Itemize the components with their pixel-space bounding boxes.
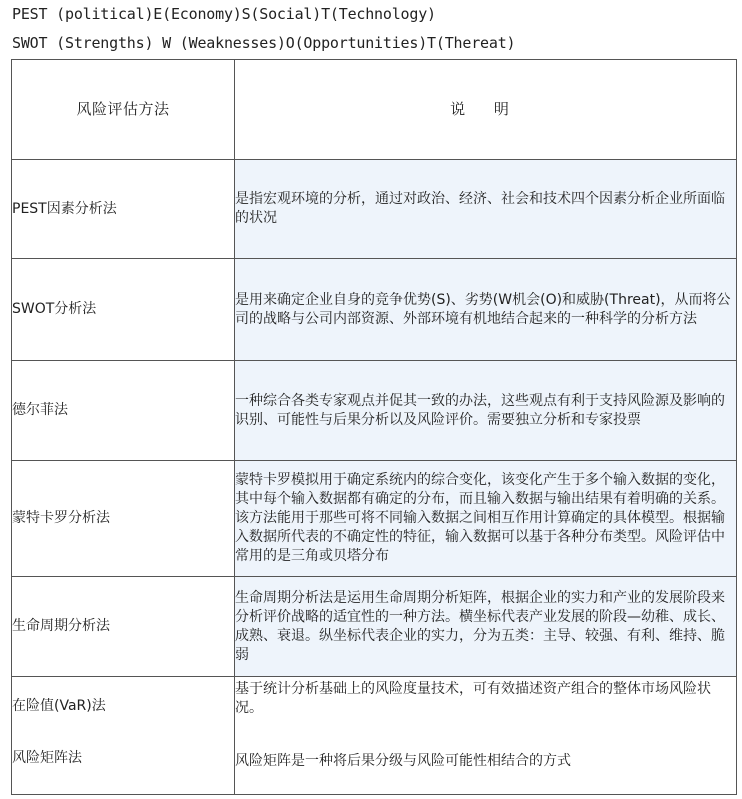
method-name: 生命周期分析法: [12, 577, 235, 677]
method-name: 在险值(VaR)法: [12, 698, 106, 714]
method-description: 是用来确定企业自身的竞争优势(S)、劣势(W机会(O)和威胁(Threat)，从而将公司的战略与公司内部资源、外部环境有机地结合起来的一种科学的分析方法: [235, 259, 737, 361]
method-name: SWOT分析法: [12, 259, 235, 361]
method-name: 蒙特卡罗分析法: [12, 461, 235, 577]
table-row: [12, 160, 737, 259]
method-description: 风险矩阵是一种将后果分级与风险可能性相结合的方式: [235, 753, 571, 769]
method-description: 蒙特卡罗模拟用于确定系统内的综合变化，该变化产生于多个输入数据的变化，其中每个输入数据都有确定的分布，而且输入数据与输出结果有着明确的关系。该方法能用于那些可将不同输入数据之间相互作用计算确定的具体模型。根据输入数据所代表的不确定性的特征，输入数据可以基于各种分布类型。风险评估中常用的是三角或贝塔分布: [235, 461, 737, 577]
method-name: 风险矩阵法: [12, 750, 82, 766]
swot-definition-line: SWOT (Strengths) W (Weaknesses)O(Opportunities)T(Thereat): [12, 34, 516, 52]
description-column-header: 说 明: [235, 60, 737, 160]
method-name: PEST因素分析法: [12, 160, 235, 259]
table-row: [12, 577, 737, 677]
method-column-header: 风险评估方法: [12, 60, 235, 160]
pest-definition-line: PEST (political)E(Economy)S(Social)T(Technology): [12, 5, 436, 23]
method-description: 基于统计分析基础上的风险度量技术，可有效描述资产组合的整体市场风险状况。: [235, 681, 711, 716]
table-header-row: [12, 60, 737, 160]
method-description: 生命周期分析法是运用生命周期分析矩阵，根据企业的实力和产业的发展阶段来分析评价战略的适宜性的一种方法。横坐标代表产业发展的阶段—幼稚、成长、成熟、衰退。纵坐标代表企业的实力，分为五类：主导、较强、有利、维持、脆弱: [235, 577, 737, 677]
method-name: 德尔菲法: [12, 361, 235, 461]
table-row: [12, 361, 737, 461]
table-row: [12, 461, 737, 577]
method-description: 一种综合各类专家观点并促其一致的办法，这些观点有利于支持风险源及影响的识别、可能性与后果分析以及风险评价。需要独立分析和专家投票: [235, 361, 737, 461]
method-description: 是指宏观环境的分析，通过对政治、经济、社会和技术四个因素分析企业所面临的状况: [235, 160, 737, 259]
risk-assessment-table: [11, 59, 737, 795]
table-row: [12, 259, 737, 361]
table-row: [12, 677, 737, 795]
